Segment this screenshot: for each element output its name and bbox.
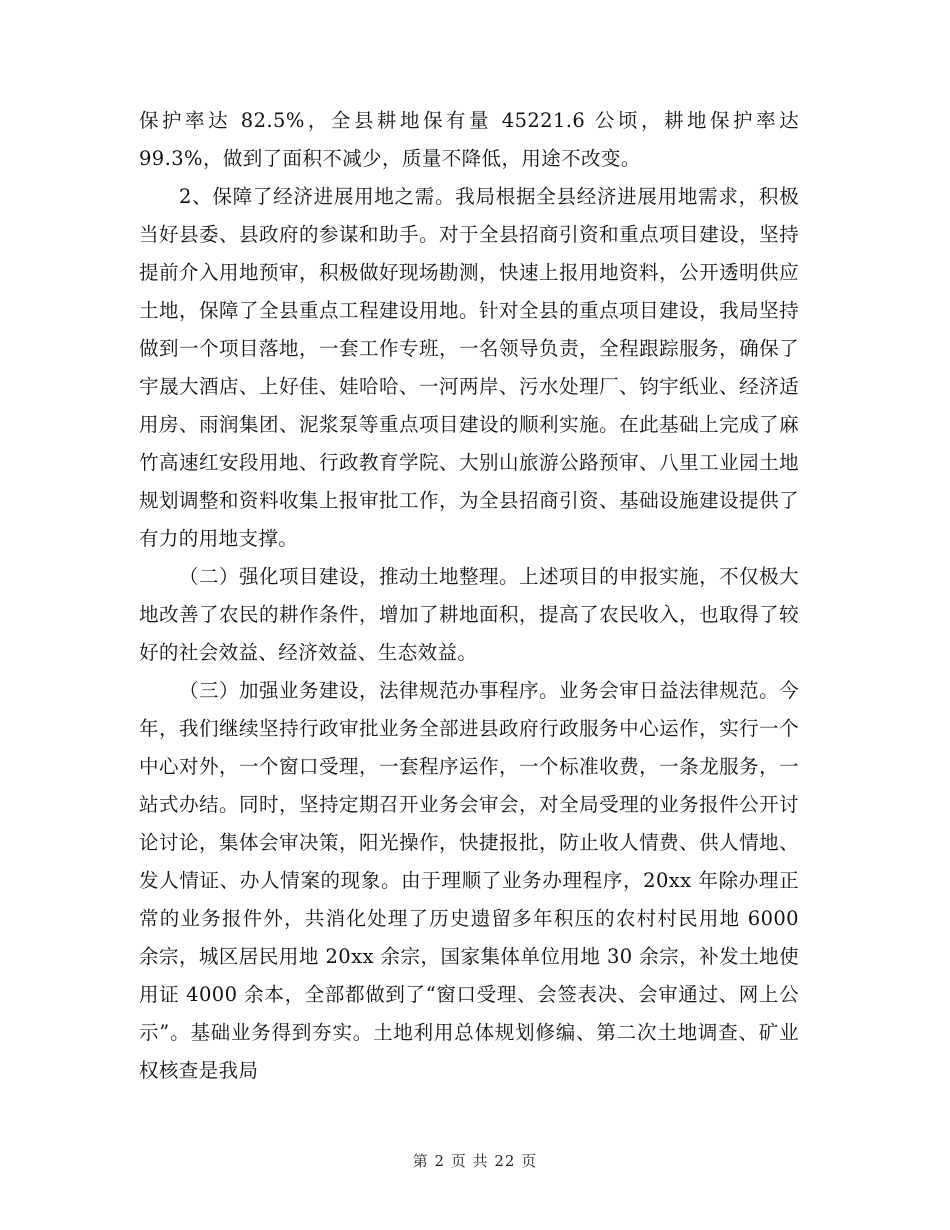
page-footer [0,1150,950,1171]
paragraph-business-construction: （三）加强业务建设，法律规范办事程序。业务会审日益法律规范。今年，我们继续坚持行政审批业务全部进县政府行政服务中心运作，实行一个中心对外，一个窗口受理，一套程序运作，一个标准收费，一条龙服务，一站式办结。同时，坚持定期召开业务会审会，对全局受理的业务报件公开讨论讨论，集体会审决策，阳光操作，快捷报批，防止收人情费、供人情地、发人情证、办人情案的现象。由于理顺了业务办理程序，20xx 年除办理正常的业务报件外，共消化处理了历史遗留多年积压的农村村民用地 6000 余宗，城区居民用地 20xx 余宗，国家集体单位用地 30 余宗，补发土地使用证 4000 余本，全部都做到了“窗口受理、会签表决、会审通过、网上公示”。基础业务得到夯实。土地利用总体规划修编、第二次土地调查、矿业权核查是我局 [139,679,799,1082]
paragraph-continuation: 保护率达 82.5%，全县耕地保有量 45221.6 公顷，耕地保护率达 99.3%，做到了面积不减少，质量不降低，用途不改变。 [139,109,799,170]
paragraph-project-construction: （二）强化项目建设，推动土地整理。上述项目的申报实施，不仅极大地改善了农民的耕作条件，增加了耕地面积，提高了农民收入，也取得了较好的社会效益、经济效益、生态效益。 [139,565,799,664]
paragraph-land-supply: 2、保障了经济进展用地之需。我局根据全县经济进展用地需求，积极当好县委、县政府的参谋和助手。对于全县招商引资和重点项目建设，坚持提前介入用地预审，积极做好现场勘测，快速上报用地资料，公开透明供应土地，保障了全县重点工程建设用地。针对全县的重点项目建设，我局坚持做到一个项目落地，一套工作专班，一名领导负责，全程跟踪服务，确保了宇晟大酒店、上好佳、娃哈哈、一河两岸、污水处理厂、钧宇纸业、经济适用房、雨润集团、泥浆泵等重点项目建设的顺利实施。在此基础上完成了麻竹高速红安段用地、行政教育学院、大别山旅游公路预审、八里工业园土地规划调整和资料收集上报审批工作，为全县招商引资、基础设施建设提供了有力的用地支撑。 [139,185,799,550]
page-number: 第 2 页 共 22 页 [412,1152,538,1170]
document-body [139,102,799,1090]
